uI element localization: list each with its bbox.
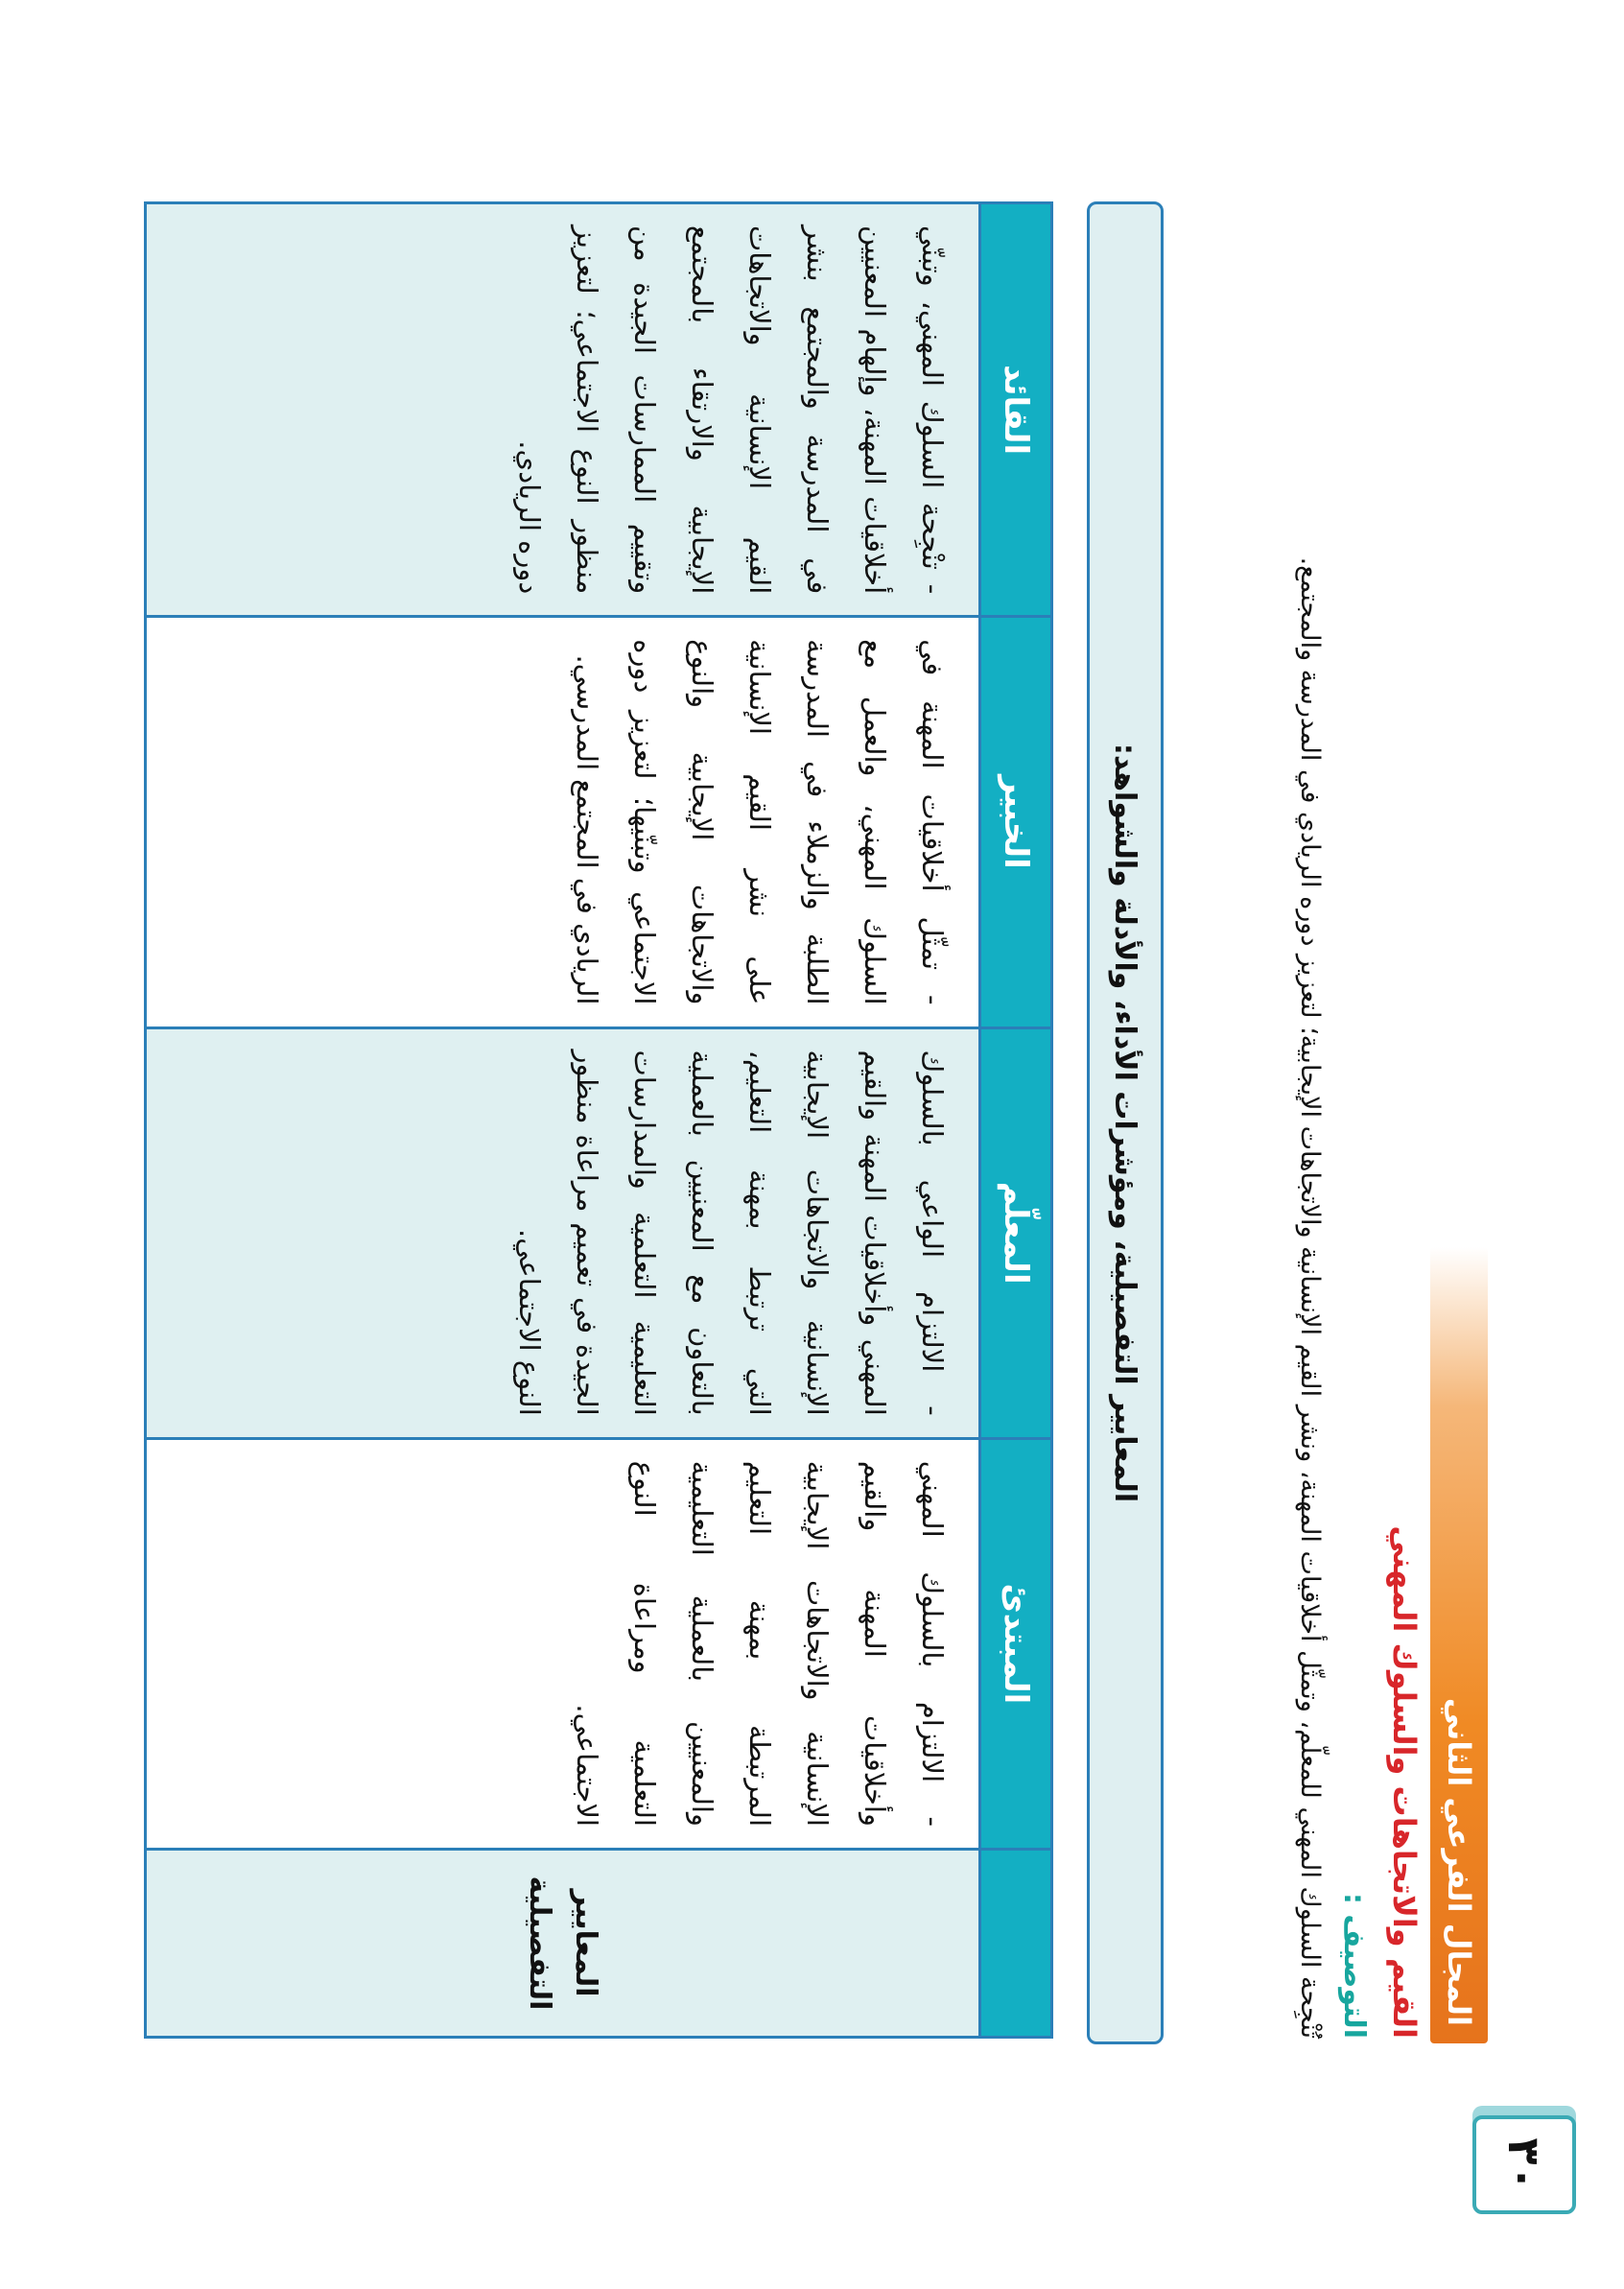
- table-header-empty: [981, 1848, 1050, 2036]
- description-text: تُنْجِحة السلوك المهني للمعلّم، وتمثّل أخلاقيات المهنة، ونشر القيم الإنسانية والاتجاهات الإيجابية؛ لتعزيز دوره الريادي في المدرسة والمجتمع.: [1295, 556, 1325, 2039]
- level-header-beginner: المبتدئ: [981, 1437, 1050, 1848]
- level-text-teacher: - الالتزام الواعي بالسلوك المهني وأخلاقيات المهنة والقيم الإنسانية والاتجاهات الإيجابية التي ترتبط بمهنة التعليم، بالتعاون مع المعنيين بالعملية التعليمية التعلمية والمدارسات الجيدة في تعميم مراعاة منظور النوع الاجتماعي.: [147, 1027, 981, 1437]
- criteria-heading: المعايير التفصيلية، ومؤشرات الأداء، والأدلة والشواهد:: [1087, 201, 1164, 2044]
- row-label: المعايير التفصيلية: [147, 1848, 981, 2036]
- page-number: ٣٠: [1472, 2115, 1576, 2214]
- level-text-leader: - تنْجِحة السلوك المهني، وتبنّي أخلاقيات المهنة، وإلهام المعنيين في المدرسة والمجتمع بنشر القيم الإنسانية والاتجاهات الإيجابية والارتقاء بالمجتمع وتقييم الممارسات الجيدة من منظور النوع الاجتماعي؛ لتعزيز دوره الريادي.: [147, 204, 981, 615]
- level-header-leader: القائد: [981, 204, 1050, 615]
- description-label: التوصيف :: [1337, 1892, 1371, 2039]
- domain-title: المجال الفرعي الثاني: [1441, 1697, 1477, 2026]
- level-header-expert: الخبير: [981, 615, 1050, 1026]
- criteria-table: [144, 201, 1053, 2039]
- section-subtitle: القيم والاتجاهات والسلوك المهني: [1386, 1525, 1423, 2039]
- level-text-expert: - تمثّل أخلاقيات المهنة في السلوك المهني، والعمل مع الطلبة والزملاء في المدرسة على نشر القيم الإنسانية والاتجاهات الإيجابية والنوع الاجتماعي وتبنّيها؛ لتعزيز دوره الريادي في المجتمع المدرسي.: [147, 615, 981, 1026]
- domain-title-bar: [1430, 1247, 1488, 2043]
- level-text-beginner: - الالتزام بالسلوك المهني وأخلاقيات المهنة والقيم الإنسانية والاتجاهات الإيجابية المرتبطة بمهنة التعليم والمعنيين بالعملية التعليمية التعلمية ومراعاة النوع الاجتماعي.: [147, 1437, 981, 1848]
- level-header-teacher: المعلّم: [981, 1027, 1050, 1437]
